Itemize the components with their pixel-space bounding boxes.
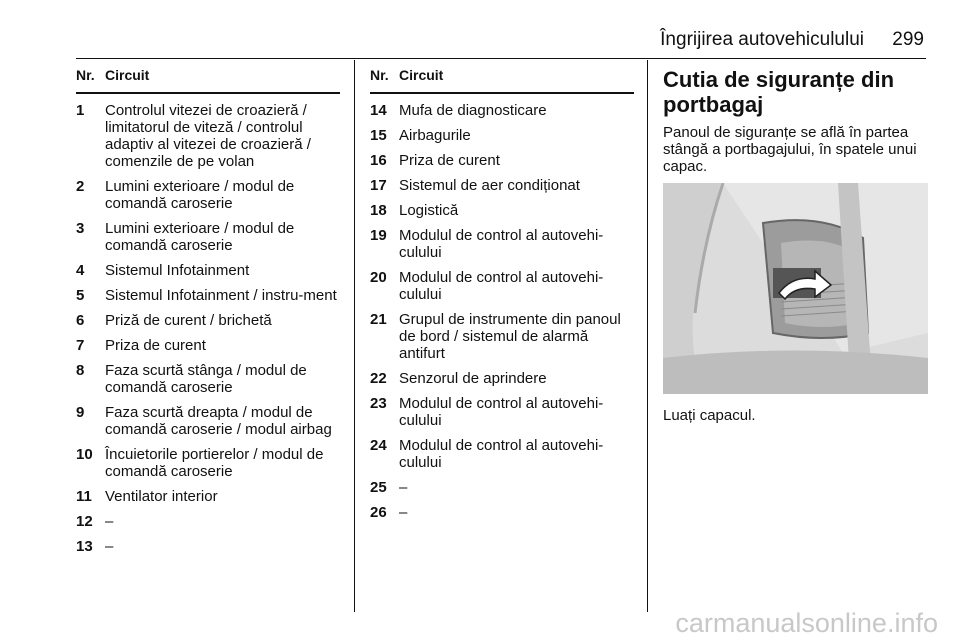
fuse-number: 12	[76, 513, 93, 530]
fuse-number: 14	[370, 102, 387, 119]
circuit-description: Sistemul Infotainment / instru-ment	[105, 287, 337, 304]
fuse-number: 23	[370, 395, 387, 412]
table-body	[76, 94, 340, 555]
fuse-number: 1	[76, 102, 85, 119]
table-row	[76, 329, 340, 354]
table-row	[76, 170, 340, 212]
table-row	[76, 279, 340, 304]
fuse-number: 24	[370, 437, 387, 454]
circuit-description: Airbagurile	[399, 127, 471, 144]
table-row	[76, 354, 340, 396]
circuit-description: Lumini exterioare / modul de comandă caroserie	[105, 178, 295, 212]
fuse-number: 22	[370, 370, 387, 387]
circuit-description: Ventilator interior	[105, 488, 218, 505]
header-circuit: Circuit	[399, 67, 444, 83]
circuit-description: –	[105, 513, 114, 530]
fuse-number: 10	[76, 446, 93, 463]
table-row	[76, 505, 340, 530]
fuse-number: 3	[76, 220, 85, 237]
circuit-description: Modulul de control al autovehi-culului	[399, 395, 604, 429]
table-row	[370, 429, 634, 471]
fuse-number: 20	[370, 269, 387, 286]
fuse-number: 15	[370, 127, 387, 144]
fuse-number: 4	[76, 262, 85, 279]
photo-caption: Luați capacul.	[663, 407, 756, 424]
fuse-table-right	[370, 60, 634, 521]
fuse-number: 9	[76, 404, 85, 421]
fuse-number: 19	[370, 227, 387, 244]
circuit-description: Grupul de instrumente din panoul de bord / sistemul de alarmă antifurt	[399, 311, 621, 362]
circuit-description: Modulul de control al autovehi-culului	[399, 227, 604, 261]
fuse-box-section	[663, 60, 928, 424]
circuit-description: Priză de curent / brichetă	[105, 312, 272, 329]
circuit-description: –	[399, 504, 408, 521]
watermark: carmanualsonline.info	[675, 608, 938, 638]
fuse-number: 5	[76, 287, 85, 304]
header-title: Îngrijirea autovehiculului	[660, 29, 864, 50]
circuit-description: Modulul de control al autovehi-culului	[399, 269, 604, 303]
table-row	[370, 119, 634, 144]
table-row	[370, 144, 634, 169]
fuse-number: 26	[370, 504, 387, 521]
table-row	[370, 169, 634, 194]
table-row	[370, 194, 634, 219]
table-row	[76, 396, 340, 438]
circuit-description: Controlul vitezei de croazieră / limitatorul de viteză / controlul adaptiv al vitezei de croazieră / comenzile de pe volan	[105, 102, 311, 170]
table-row	[76, 212, 340, 254]
table-row	[370, 496, 634, 521]
header-nr: Nr.	[370, 67, 389, 83]
column-divider	[647, 60, 648, 612]
circuit-description: Priza de curent	[399, 152, 500, 169]
table-row	[76, 530, 340, 555]
circuit-description: Încuietorile portierelor / modul de comandă caroserie	[105, 446, 324, 480]
fuse-number: 8	[76, 362, 85, 379]
circuit-description: Lumini exterioare / modul de comandă caroserie	[105, 220, 295, 254]
fuse-number: 17	[370, 177, 387, 194]
table-row	[76, 304, 340, 329]
table-row	[370, 94, 634, 119]
table-row	[370, 261, 634, 303]
fuse-number: 13	[76, 538, 93, 555]
table-header	[76, 60, 340, 94]
fuse-number: 11	[76, 488, 92, 505]
table-row	[76, 254, 340, 279]
table-row	[76, 94, 340, 170]
header-nr: Nr.	[76, 67, 95, 83]
trunk-photo	[663, 183, 928, 394]
fuse-table-left	[76, 60, 340, 555]
fuse-number: 2	[76, 178, 85, 195]
circuit-description: Faza scurtă stânga / modul de comandă caroserie	[105, 362, 307, 396]
circuit-description: Priza de curent	[105, 337, 206, 354]
circuit-description: Mufa de diagnosticare	[399, 102, 547, 119]
page-header	[76, 20, 926, 59]
table-row	[370, 387, 634, 429]
page-number: 299	[892, 29, 924, 50]
table-row	[76, 480, 340, 505]
fuse-number: 25	[370, 479, 387, 496]
fuse-number: 7	[76, 337, 85, 354]
circuit-description: Faza scurtă dreapta / modul de comandă caroserie / modul airbag	[105, 404, 332, 438]
table-row	[370, 219, 634, 261]
table-row	[370, 362, 634, 387]
column-divider	[354, 60, 355, 612]
section-title: Cutia de siguranțe din portbagaj	[663, 67, 895, 117]
fuse-number: 16	[370, 152, 387, 169]
circuit-description: Sistemul de aer condiționat	[399, 177, 580, 194]
table-row	[370, 471, 634, 496]
fuse-number: 21	[370, 311, 387, 328]
circuit-description: Logistică	[399, 202, 459, 219]
circuit-description: –	[399, 479, 408, 496]
section-text: Panoul de siguranțe se află în partea stângă a portbagajului, în spatele unui capac.	[663, 124, 917, 175]
circuit-description: Sistemul Infotainment	[105, 262, 250, 279]
table-body	[370, 94, 634, 521]
fuse-number: 18	[370, 202, 387, 219]
table-header	[370, 60, 634, 94]
table-row	[76, 438, 340, 480]
circuit-description: –	[105, 538, 114, 555]
header-circuit: Circuit	[105, 67, 150, 83]
fuse-number: 6	[76, 312, 85, 329]
table-row	[370, 303, 634, 362]
circuit-description: Modulul de control al autovehi-culului	[399, 437, 604, 471]
circuit-description: Senzorul de aprindere	[399, 370, 547, 387]
